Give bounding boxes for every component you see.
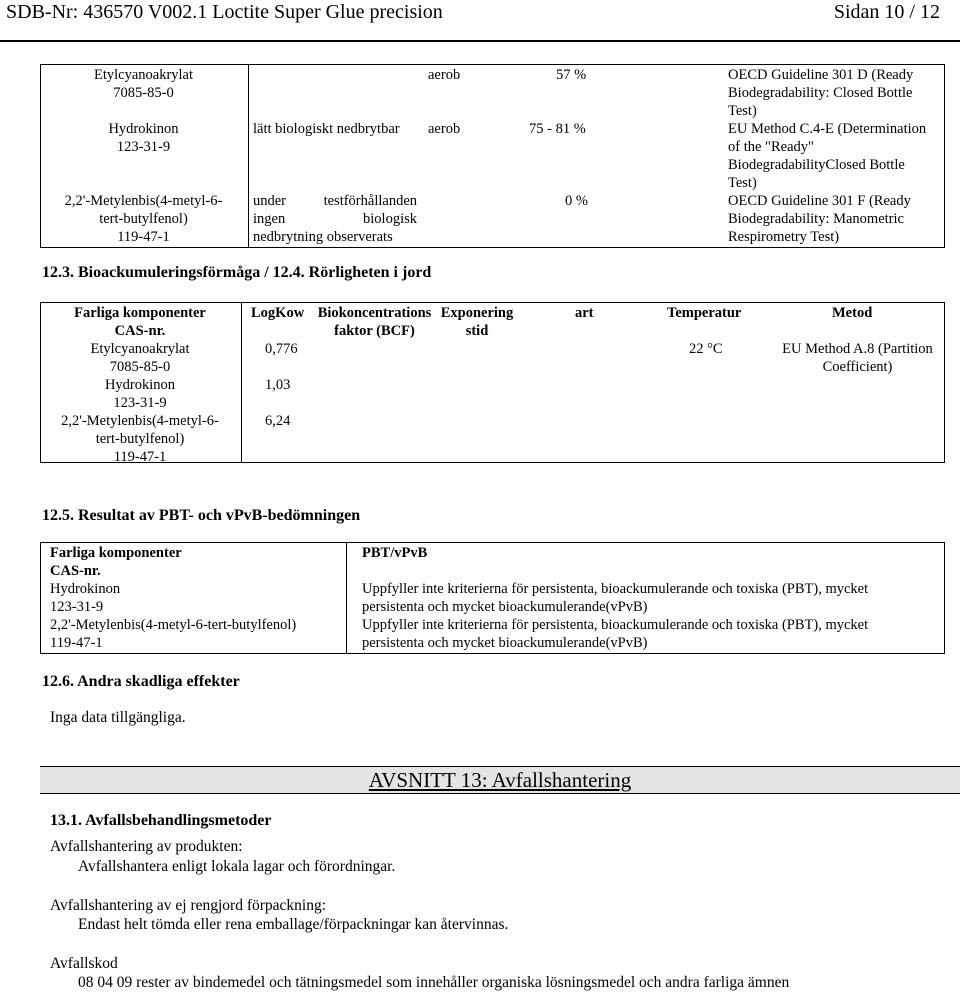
component-name-cont: tert-butylfenol) — [99, 211, 188, 227]
method-text: OECD Guideline 301 F (Ready — [728, 193, 911, 209]
section-heading-12-6: 12.6. Andra skadliga effekter — [42, 673, 240, 690]
table-column-divider — [346, 543, 347, 653]
column-header-cas: CAS-nr. — [114, 323, 166, 339]
column-header-bcf-cont: faktor (BCF) — [334, 323, 415, 339]
logkow-value: 1,03 — [265, 377, 291, 393]
cas-number: 119-47-1 — [117, 229, 170, 245]
column-header-exposure-cont: stid — [465, 323, 489, 339]
component-name: 2,2'-Metylenbis(4-metyl-6- — [61, 413, 219, 429]
component-name: 2,2'-Metylenbis(4-metyl-6-tert-butylfenol) — [50, 617, 297, 633]
column-header-species: art — [575, 305, 594, 321]
method-text: Test) — [728, 103, 757, 119]
method-text: Coefficient) — [822, 359, 893, 375]
method-text: EU Method A.8 (Partition — [782, 341, 933, 357]
column-header-cas: CAS-nr. — [50, 563, 101, 579]
temperature-value: 22 °C — [689, 341, 723, 357]
method-text: OECD Guideline 301 D (Ready — [728, 67, 914, 83]
column-header-pbt: PBT/vPvB — [362, 545, 428, 561]
pbt-assessment: persistenta och mycket bioackumulerande(vPvB) — [362, 635, 648, 651]
degradation-value: 75 - 81 % — [529, 121, 586, 137]
packaging-disposal-label: Avfallshantering av ej rengjord förpackning: — [50, 897, 327, 914]
method-text: Test) — [728, 175, 757, 191]
component-name: 2,2'-Metylenbis(4-metyl-6- — [64, 193, 223, 209]
method-text: of the "Ready" — [728, 139, 814, 155]
component-name: Etylcyanoakrylat — [90, 341, 190, 357]
degradation-type: aerob — [428, 67, 461, 83]
table-column-divider — [241, 303, 242, 462]
component-name: Hydrokinon — [104, 377, 176, 393]
degradation-value: 0 % — [565, 193, 588, 209]
section-heading-12-3: 12.3. Bioackumuleringsförmåga / 12.4. Rörligheten i jord — [42, 264, 432, 281]
result-text: lätt biologiskt nedbrytbar — [253, 121, 400, 137]
section-heading-12-5: 12.5. Resultat av PBT- och vPvB-bedömningen — [42, 507, 361, 524]
component-name: Hydrokinon — [50, 581, 121, 597]
pbt-assessment: Uppfyller inte kriterierna för persistenta, bioackumulerande och toxiska (PBT), mycket — [362, 581, 869, 597]
pbt-assessment: persistenta och mycket bioackumulerande(vPvB) — [362, 599, 648, 615]
cas-number: 119-47-1 — [50, 635, 103, 651]
header-divider — [0, 40, 960, 42]
method-text: Biodegradability: Manometric — [728, 211, 904, 227]
section-banner — [40, 766, 960, 794]
column-header-component: Farliga komponenter — [74, 305, 206, 321]
column-header-temperature: Temperatur — [667, 305, 742, 321]
cas-number: 123-31-9 — [116, 139, 171, 155]
cas-number: 7085-85-0 — [113, 85, 174, 101]
cas-number: 123-31-9 — [50, 599, 104, 615]
product-disposal-label: Avfallshantering av produkten: — [50, 838, 243, 855]
degradation-value: 57 % — [556, 67, 587, 83]
logkow-value: 0,776 — [265, 341, 298, 357]
cas-number: 123-31-9 — [113, 395, 167, 411]
degradation-type: aerob — [428, 121, 461, 137]
result-text: nedbrytning observerats — [253, 229, 393, 245]
document-header-title: SDB-Nr: 436570 V002.1 Loctite Super Glue precision — [6, 1, 443, 23]
section-heading-13-1: 13.1. Avfallsbehandlingsmetoder — [50, 812, 272, 829]
table-column-divider — [248, 65, 249, 247]
result-text: under testförhållanden — [253, 193, 417, 209]
column-header-method: Metod — [832, 305, 873, 321]
column-header-logkow: LogKow — [251, 305, 305, 321]
cas-number: 119-47-1 — [113, 449, 167, 465]
component-name: Etylcyanoakrylat — [93, 67, 194, 83]
waste-code-text: 08 04 09 rester av bindemedel och tätningsmedel som innehåller organiska lösningsmedel och andra farliga ämnen — [78, 974, 790, 991]
section-13-title: AVSNITT 13: Avfallshantering — [368, 768, 632, 792]
component-name: Hydrokinon — [108, 121, 179, 137]
column-header-bcf: Biokoncentrations — [317, 305, 432, 321]
pbt-assessment: Uppfyller inte kriterierna för persistenta, bioackumulerande och toxiska (PBT), mycket — [362, 617, 869, 633]
result-text: ingen biologisk — [253, 211, 417, 227]
packaging-disposal-text: Endast helt tömda eller rena emballage/förpackningar kan återvinnas. — [78, 916, 509, 933]
method-text: Biodegradability: Closed Bottle — [728, 85, 913, 101]
no-data-text: Inga data tillgängliga. — [50, 709, 186, 726]
product-disposal-text: Avfallshantera enligt lokala lagar och förordningar. — [78, 858, 396, 875]
column-header-exposure: Exponering — [440, 305, 514, 321]
logkow-value: 6,24 — [265, 413, 291, 429]
component-name-cont: tert-butylfenol) — [95, 431, 185, 447]
method-text: Respirometry Test) — [728, 229, 840, 245]
method-text: EU Method C.4-E (Determination — [728, 121, 927, 137]
waste-code-label: Avfallskod — [50, 955, 118, 972]
method-text: BiodegradabilityClosed Bottle — [728, 157, 905, 173]
page-number: Sidan 10 / 12 — [833, 1, 940, 23]
cas-number: 7085-85-0 — [109, 359, 171, 375]
column-header-component: Farliga komponenter — [50, 545, 182, 561]
